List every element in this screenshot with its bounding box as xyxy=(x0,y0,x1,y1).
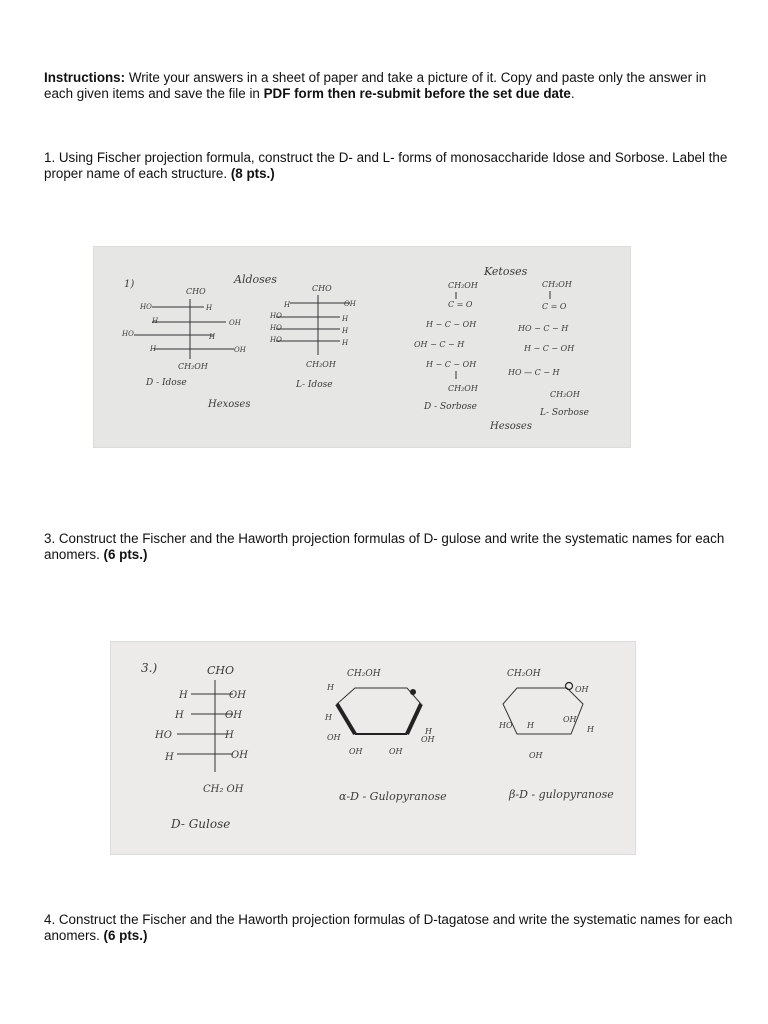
beta-ho-left: HO xyxy=(499,721,513,730)
d-gulose-oh-1: OH xyxy=(229,690,246,701)
d-idose-cho: CHO xyxy=(186,287,206,296)
d-sorbose-fischer xyxy=(414,281,479,412)
question-1-text: 1. Using Fischer projection formula, construct the D- and L- forms of monosaccharide Idose and Sorbose. Label the proper name of each structure. xyxy=(44,150,728,181)
item-number-3: 3.) xyxy=(141,661,158,675)
alpha-gulopyranose-label: α-D - Gulopyranose xyxy=(339,790,447,803)
d-idose-h-1: H xyxy=(206,304,213,312)
d-gulose-h-1: H xyxy=(179,690,188,701)
ketoses-heading: Ketoses xyxy=(484,265,528,278)
l-sorbose-label: L- Sorbose xyxy=(540,408,589,418)
answer-photo-3-drawing xyxy=(111,642,635,854)
question-1 xyxy=(44,150,734,182)
d-sorbose-row-1: H − C − OH xyxy=(426,320,477,329)
l-idose-cho: CHO xyxy=(312,284,332,293)
alpha-ch2oh: CH₂OH xyxy=(347,669,381,679)
instructions-bold-text: PDF form then re-submit before the set due date xyxy=(263,86,571,101)
d-gulose-ho-3: HO xyxy=(155,730,172,741)
alpha-oh-bottom-1: OH xyxy=(349,747,363,756)
beta-h-right: H xyxy=(587,725,594,734)
beta-oh-top: OH xyxy=(575,685,589,694)
alpha-oh-bottom-2: OH xyxy=(389,747,403,756)
question-3 xyxy=(44,531,734,563)
instructions-text: Write your answers in a sheet of paper and take a picture of it. Copy and paste only the answer in each given items and save the file in xyxy=(44,70,707,101)
l-sorbose-row-2: H − C − OH xyxy=(524,344,575,353)
question-4-points: (6 pts.) xyxy=(103,928,148,943)
d-gulose-label: D- Gulose xyxy=(171,817,231,831)
question-4-text: 4. Construct the Fischer and the Haworth projection formulas of D-tagatose and write the systematic names for each anomers. xyxy=(44,912,733,943)
beta-ch2oh: CH₂OH xyxy=(507,669,541,679)
alpha-gulopyranose-haworth xyxy=(324,669,447,803)
l-sorbose-row-1: HO − C − H xyxy=(518,324,569,333)
l-idose-h-3: H xyxy=(342,327,349,335)
l-idose-ho-2: HO xyxy=(270,312,282,320)
alpha-h-top: H xyxy=(327,683,334,692)
l-sorbose-ch2oh-bottom: CH₂OH xyxy=(550,390,580,399)
d-idose-oh-2: OH xyxy=(229,319,241,327)
d-gulose-ch2oh: CH₂ OH xyxy=(203,784,244,795)
question-1-points: (8 pts.) xyxy=(230,166,275,181)
beta-gulopyranose-label: β-D - gulopyranose xyxy=(509,788,614,801)
instructions-label: Instructions: xyxy=(44,70,126,85)
aldoses-heading: Aldoses xyxy=(234,273,277,286)
d-sorbose-co: C = O xyxy=(448,300,473,309)
item-number-1: 1) xyxy=(124,279,135,290)
beta-oh-bottom: OH xyxy=(529,751,543,760)
d-sorbose-ch2oh-top: CH₂OH xyxy=(448,281,478,290)
l-sorbose-ch2oh-top: CH₂OH xyxy=(542,280,572,289)
d-gulose-oh-4: OH xyxy=(231,750,248,761)
d-sorbose-row-3: H − C − OH xyxy=(426,360,477,369)
d-idose-ch2oh: CH₂OH xyxy=(178,362,208,371)
beta-h-ring: H xyxy=(527,721,534,730)
d-gulose-h-3: H xyxy=(225,730,234,741)
d-sorbose-row-2: OH − C − H xyxy=(414,340,465,349)
l-idose-h-1: H xyxy=(284,301,291,309)
alpha-oh-left: OH xyxy=(327,733,341,742)
d-idose-h-4: H xyxy=(150,345,157,353)
l-idose-ho-4: HO xyxy=(270,336,282,344)
question-4 xyxy=(44,912,734,944)
l-idose-h-4: H xyxy=(342,339,349,347)
l-idose-oh-1: OH xyxy=(344,300,356,308)
l-idose-fischer xyxy=(269,284,357,390)
d-idose-ho-1: HO xyxy=(140,303,152,311)
d-idose-ho-3: HO xyxy=(122,330,134,338)
alpha-h-right: H xyxy=(425,727,432,736)
d-gulose-fischer xyxy=(154,664,248,831)
beta-gulopyranose-haworth xyxy=(498,669,614,801)
instructions-end: . xyxy=(570,86,575,101)
d-sorbose-ch2oh-bottom: CH₂OH xyxy=(448,384,478,393)
alpha-oh-right: OH xyxy=(421,735,435,744)
d-idose-fischer xyxy=(121,287,247,388)
answer-photo-3 xyxy=(110,641,636,855)
question-3-points: (6 pts.) xyxy=(103,547,148,562)
d-gulose-h-4: H xyxy=(165,752,174,763)
answer-photo-1 xyxy=(93,246,631,448)
l-idose-ch2oh: CH₂OH xyxy=(306,360,336,369)
answer-photo-1-drawing xyxy=(94,247,630,447)
l-idose-h-2: H xyxy=(342,315,349,323)
d-idose-label: D - Idose xyxy=(146,378,187,388)
l-sorbose-fischer xyxy=(507,280,589,418)
hexoses-label-2: Hesoses xyxy=(490,421,532,432)
l-idose-ho-3: HO xyxy=(270,324,282,332)
beta-oh-right: OH xyxy=(563,715,577,724)
alpha-h-left: H xyxy=(325,713,332,722)
l-sorbose-co: C = O xyxy=(542,302,567,311)
d-idose-h-2: H xyxy=(152,317,159,325)
d-gulose-h-2: H xyxy=(175,710,184,721)
l-idose-label: L- Idose xyxy=(296,380,333,390)
l-sorbose-row-3: HO — C − H xyxy=(508,368,560,377)
d-idose-h-3: H xyxy=(209,333,216,341)
question-3-text: 3. Construct the Fischer and the Haworth projection formulas of D- gulose and write the systematic names for each anomers. xyxy=(44,531,725,562)
hexoses-label-1: Hexoses xyxy=(208,399,251,410)
d-gulose-cho: CHO xyxy=(207,664,235,677)
instructions-paragraph xyxy=(44,70,734,102)
d-sorbose-label: D - Sorbose xyxy=(424,402,477,412)
d-idose-oh-4: OH xyxy=(234,346,246,354)
d-gulose-oh-2: OH xyxy=(225,710,242,721)
